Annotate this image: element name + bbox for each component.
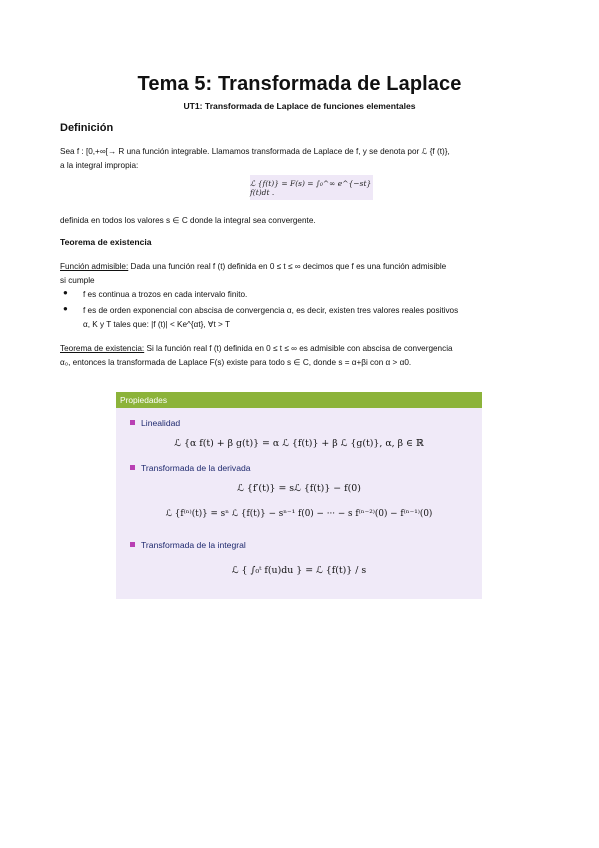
funcion-admisible-text: Dada una función real f (t) definida en 0 ≤ t ≤ ∞ decimos que f es una función admisible [128,262,447,271]
section-label: Transformada de la derivada [141,463,251,473]
bullet-square-icon [130,420,135,425]
definicion-line-3: definida en todos los valores s ∈ C donde la integral sea convergente. [60,216,316,225]
teorema-existencia-paragraph [60,342,550,356]
bullet-item-2: f es de orden exponencial con abscisa de convergencia α, es decir, existen tres valores reales positivos [83,306,459,315]
integral-formula: ℒ { ∫₀ᵗ f(u)du } = ℒ {f(t)} / s [231,565,367,576]
teorema-heading: Teorema de existencia [60,237,152,247]
page-subtitle: UT1: Transformada de Laplace de funciones elementales [183,101,416,111]
propiedades-panel [116,392,482,599]
section-derivada [130,463,251,473]
bullet-square-icon [130,542,135,547]
teorema-existencia-line-2: α₀, entonces la transformada de Laplace F(s) existe para todo s ∈ C, donde s = α+βi con α > α0. [60,358,412,367]
teorema-existencia-text: Si la función real f (t) definida en 0 ≤ t ≤ ∞ es admisible con abscisa de convergencia [144,344,453,353]
bullet-icon: ● [63,288,68,297]
section-integral [130,540,246,550]
section-label: Linealidad [141,418,181,428]
definicion-line-1: Sea f : [0,+∞[→ R una función integrable. Llamamos transformada de Laplace de f, y se denota por ℒ {f (t)}, [60,147,450,156]
funcion-admisible-label: Función admisible: [60,262,129,271]
derivada-n-formula: ℒ {f⁽ⁿ⁾(t)} = sⁿ ℒ {f(t)} − sⁿ⁻¹ f(0) − ··· − s f⁽ⁿ⁻²⁾(0) − f⁽ⁿ⁻¹⁾(0) [165,509,433,519]
page-title: Tema 5: Transformada de Laplace [137,73,462,95]
bullet-item-2-continuation: α, K y T tales que: |f (t)| < Ke^{αt}, ∀t > T [83,320,230,329]
funcion-admisible-paragraph [60,260,550,274]
bullet-item-1: f es continua a trozos en cada intervalo finito. [83,290,248,299]
definicion-line-2: a la integral impropia: [60,161,139,170]
teorema-existencia-label: Teorema de existencia: [60,344,145,353]
definicion-heading: Definición [60,122,114,134]
section-label: Transformada de la integral [141,540,246,550]
laplace-definition-formula: ℒ {f(t)} = F(s) = ∫₀^∞ e^{−st} f(t)dt . [250,175,373,200]
propiedades-header: Propiedades [116,392,482,408]
derivada-formula: ℒ {f′(t)} = sℒ {f(t)} − f(0) [237,483,361,494]
section-linealidad [130,418,180,428]
bullet-square-icon [130,465,135,470]
funcion-admisible-line-2: si cumple [60,276,95,285]
bullet-icon: ● [63,304,68,313]
linealidad-formula: ℒ {α f(t) + β g(t)} = α ℒ {f(t)} + β ℒ {g(t)}, α, β ∈ ℝ [174,438,424,449]
